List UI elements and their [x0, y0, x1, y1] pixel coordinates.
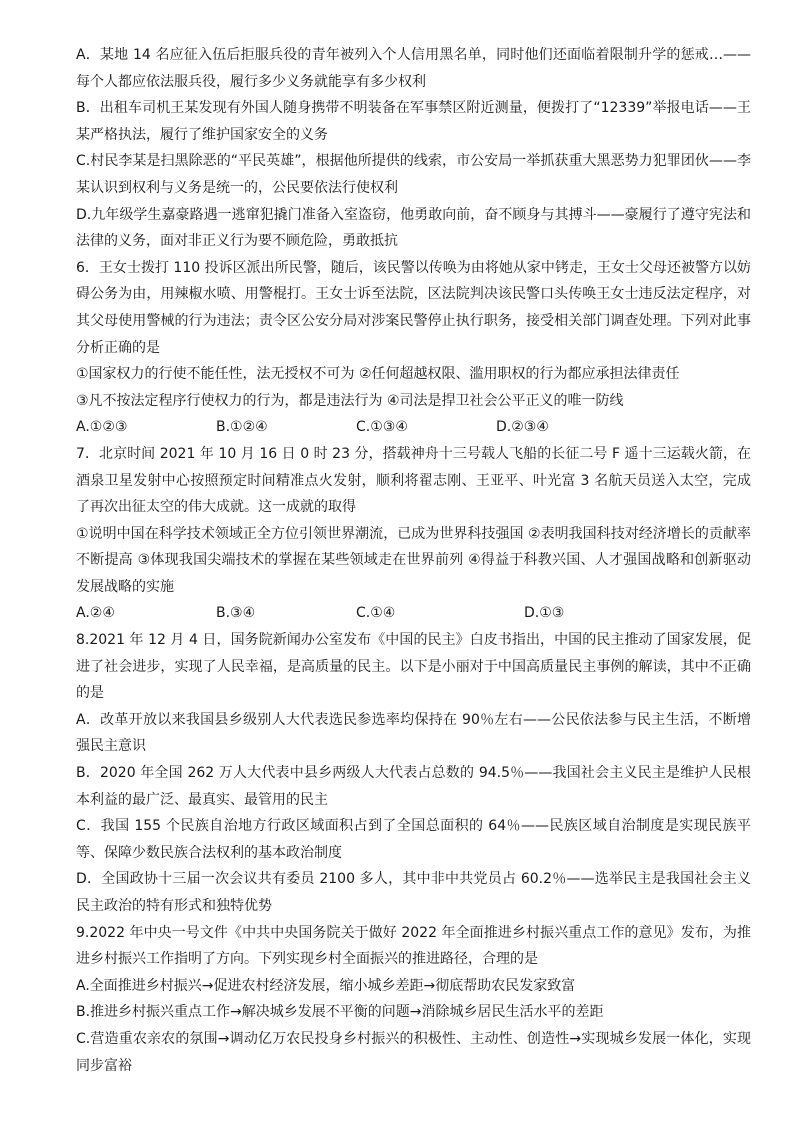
- q9-stem: 9.2022 年中央一号文件《中共中央国务院关于做好 2022 年全面推进乡村振兴重点工作的意见》发布，为推进乡村振兴工作指明了方向。下列实现乡村全面振兴的推进路径，合理的是: [76, 924, 751, 968]
- q6-statements-2: ③凡不按法定程序行使权力的行为，都是违法行为 ④司法是捍卫社会公平正义的唯一防线: [76, 392, 624, 409]
- q5-option-b: B．出租车司机王某发现有外国人随身携带不明装备在军事禁区附近测量，便拨打了“12339”举报电话——王某严格执法，履行了维护国家安全的义务: [76, 100, 751, 143]
- q7-statements: ①说明中国在科学技术领域正全方位引领世界潮流，已成为世界科技强国 ②表明我国科技对经济增长的贡献率不断提高 ③体现我国尖端技术的掌握在某些领域走在世界前列 ④得益于科教兴国、人才强国战略和创新驱动发展战略的实施: [76, 525, 751, 595]
- question-5-options: [76, 42, 751, 255]
- q8-option-d: D．全国政协十三届一次会议共有委员 2100 多人，其中非中共党员占 60.2％——选举民主是我国社会主义民主政治的特有形式和独特优势: [76, 871, 751, 914]
- q7-stem: 7．北京时间 2021 年 10 月 16 日 0 时 23 分，搭载神舟十三号载人飞船的长征二号 F 遥十三运载火箭，在酒泉卫星发射中心按照预定时间精准点火发射，顺利将翟志刚、王亚平、叶光富 3 名航天员送入太空，完成了再次出征太空的伟大成就。这一成就的取得: [76, 445, 751, 516]
- q6-choices: [76, 414, 751, 441]
- question-9: [76, 920, 751, 1080]
- q6-choice-d: D.②③④: [496, 419, 549, 436]
- q8-stem: 8.2021 年 12 月 4 日，国务院新闻办公室发布《中国的民主》白皮书指出，中国的民主推动了国家发展，促进了社会进步，实现了人民幸福，是高质量的民主。以下是小丽对于中国高质量民主事例的解读，其中不正确的是: [76, 632, 751, 702]
- q9-option-b: B.推进乡村振兴重点工作→解决城乡发展不平衡的问题→消除城乡居民生活水平的差距: [76, 1004, 604, 1021]
- q5-option-c: C.村民李某是扫黑除恶的“平民英雄”，根据他所提供的线索，市公安局一举抓获重大黑恶势力犯罪团伙——李某认识到权利与义务是统一的，公民要依法行使权利: [76, 153, 751, 196]
- question-8: [76, 627, 751, 920]
- q5-option-a: A．某地 14 名应征入伍后拒服兵役的青年被列入个人信用黑名单，同时他们还面临着限制升学的惩戒…——每个人都应依法服兵役，履行多少义务就能享有多少权利: [76, 47, 751, 90]
- q7-choice-d: D.①③: [524, 605, 565, 622]
- q7-choices: [76, 600, 751, 627]
- q6-stem: 6．王女士拨打 110 投诉区派出所民警，随后，该民警以传唤为由将她从家中铐走，王女士父母还被警方以妨碍公务为由，用辣椒水喷、用警棍打。王女士诉至法院，区法院判决该民警口头传唤王女士违反法定程序，对其父母使用警械的行为违法；责令区公安分局对涉案民警停止执行职务，接受相关部门调查处理。下列对此事分析正确的是: [76, 259, 751, 356]
- q8-option-a: A．改革开放以来我国县乡级别人大代表选民参选率均保持在 90％左右——公民依法参与民主生活，不断增强民主意识: [76, 711, 751, 755]
- q8-option-b: B．2020 年全国 262 万人大代表中县乡两级人大代表占总数的 94.5％——我国社会主义民主是维护人民根本利益的最广泛、最真实、最管用的民主: [76, 765, 751, 808]
- q8-option-c: C．我国 155 个民族自治地方行政区域面积占到了全国总面积的 64％——民族区域自治制度是实现民族平等、保障少数民族合法权利的基本政治制度: [76, 818, 751, 861]
- q7-choice-c: C.①④: [356, 605, 396, 622]
- q9-option-a: A.全面推进乡村振兴→促进农村经济发展，缩小城乡差距→彻底帮助农民发家致富: [76, 977, 576, 994]
- q9-option-c: C.营造重农亲农的氛围→调动亿万农民投身乡村振兴的积极性、主动性、创造性→实现城乡发展一体化，实现同步富裕: [76, 1030, 751, 1074]
- question-7: [76, 441, 751, 627]
- q6-choice-b: B.①②④: [216, 419, 268, 436]
- q7-choice-a: A.②④: [76, 605, 115, 622]
- q5-option-d: D.九年级学生嘉豪路遇一逃窜犯撬门准备入室盗窃，他勇敢向前，奋不顾身与其搏斗——豪履行了遵守宪法和法律的义务，面对非正义行为要不顾危险，勇敢抵抗: [76, 206, 751, 250]
- q7-choice-b: B.③④: [216, 605, 256, 622]
- question-6: [76, 255, 751, 441]
- q6-statements-1: ①国家权力的行使不能任性，法无授权不可为 ②任何超越权限、滥用职权的行为都应承担法律责任: [76, 366, 680, 383]
- q6-choice-c: C.①③④: [356, 419, 408, 436]
- q6-choice-a: A.①②③: [76, 419, 128, 436]
